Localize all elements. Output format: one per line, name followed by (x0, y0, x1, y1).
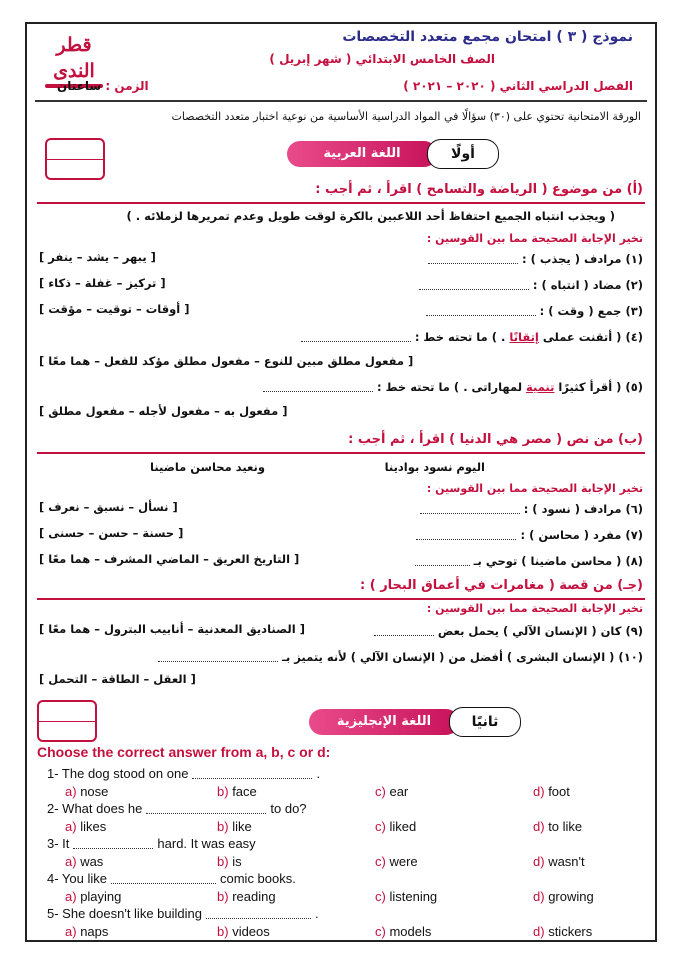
answer-blank (301, 333, 411, 342)
option-d-q3 (533, 854, 585, 869)
option-letter: c) (375, 854, 386, 869)
option-text: stickers (548, 924, 593, 939)
answer-blank (263, 383, 373, 392)
verse-second-half: ونعيد محاسن ماضينا (150, 460, 265, 474)
option-c-q2 (375, 819, 416, 834)
answer-blank (415, 557, 470, 566)
question-4-choices: [ مفعول مطلق مبين للنوع – مفعول مطلق مؤكد للفعل – هما معًا ] (39, 354, 414, 368)
option-a-q5 (65, 924, 108, 939)
underlined-word: إتقانًا (509, 330, 539, 344)
option-b-q4 (217, 889, 276, 904)
question-8: (٨) ( محاسن ماضينا ) توحي بـ (411, 554, 643, 568)
answer-blank (192, 770, 312, 779)
score-box-arabic (45, 138, 105, 180)
exam-intro: الورقة الامتحانية تحتوي على (٣٠) سؤالًا في المواد الدراسية الأساسية من نوعية اختبار متعدد التخصصات (171, 110, 641, 123)
option-letter: a) (65, 784, 77, 799)
option-b-q5 (217, 924, 270, 939)
option-letter: c) (375, 924, 386, 939)
option-text: ear (389, 784, 409, 799)
question-8-choices: [ التاريخ العريق – الماضي المشرف – هما معًا ] (39, 552, 300, 566)
english-subject-pill: اللغة الإنجليزية (309, 709, 459, 735)
option-b-q1 (217, 784, 257, 799)
question-6-choices: [ نسأل – نسبق – نعرف ] (39, 500, 178, 514)
question-10: (١٠) ( الإنسان البشرى ) أفضل من ( الإنسان الآلي ) لأنه يتميز بـ (154, 650, 643, 664)
arabic-subject-pill: اللغة العربية (287, 141, 437, 167)
question-7: (٧) مفرد ( محاسن ) : (412, 528, 643, 542)
section-b-instruction: تخير الإجابة الصحيحة مما بين القوسين : (426, 482, 643, 495)
english-question-1: 1- The dog stood on one . (47, 766, 321, 781)
option-letter: d) (533, 889, 545, 904)
option-d-q1 (533, 784, 570, 799)
arabic-banner (217, 141, 499, 167)
option-letter: d) (533, 819, 545, 834)
option-text: foot (548, 784, 570, 799)
option-text: playing (80, 889, 122, 904)
verse-first-half: اليوم نسود بوادينا (384, 460, 485, 474)
brand-name: قطر الندى (53, 34, 95, 82)
option-letter: d) (533, 784, 545, 799)
option-letter: b) (217, 819, 229, 834)
option-letter: b) (217, 924, 229, 939)
option-letter: b) (217, 889, 229, 904)
option-a-q2 (65, 819, 106, 834)
option-text: face (232, 784, 257, 799)
option-text: to like (548, 819, 583, 834)
answer-blank (428, 255, 518, 264)
option-letter: a) (65, 889, 77, 904)
option-a-q3 (65, 854, 103, 869)
english-question-3: 3- It hard. It was easy (47, 836, 256, 851)
option-a-q4 (65, 889, 121, 904)
brand-logo (39, 32, 109, 82)
question-1-choices: [ يبهر – يشد – ينفر ] (39, 250, 156, 264)
question-5-choices: [ مفعول به – مفعول لأجله – مفعول مطلق ] (39, 404, 288, 418)
section-a-underline (37, 202, 645, 204)
answer-blank (111, 875, 216, 884)
exam-page (25, 22, 657, 942)
time-value: ساعتان (57, 79, 102, 93)
option-text: videos (232, 924, 270, 939)
question-3-choices: [ أوقات – توقيت – مؤقت ] (39, 302, 190, 316)
option-letter: c) (375, 889, 386, 904)
time-label: الزمن : (105, 79, 149, 93)
answer-blank (416, 531, 516, 540)
exam-time (57, 79, 149, 93)
answer-blank (374, 627, 434, 636)
question-10-choices: [ العقل – الطاقة – التحمل ] (39, 672, 196, 686)
option-text: models (389, 924, 432, 939)
section-c-instruction: تخير الإجابة الصحيحة مما بين القوسين : (426, 602, 643, 615)
arabic-section-tag: أولًا (427, 139, 499, 169)
section-c-title: (جـ) من قصة ( مغامرات في أعماق البحار ) : (360, 578, 643, 593)
section-b-title: (ب) من نص ( مصر هي الدنيا ) اقرأ ، ثم أجب : (348, 432, 643, 447)
option-letter: d) (533, 924, 545, 939)
english-question-5: 5- She doesn't like building . (47, 906, 319, 921)
option-a-q1 (65, 784, 108, 799)
option-b-q3 (217, 854, 242, 869)
question-5: (٥) ( أقرأ كثيرًا تنمية لمهاراتى . ) ما تحته خط : (259, 380, 643, 394)
exam-grade: الصف الخامس الابتدائي ( شهر إبريل ) (269, 52, 495, 66)
question-7-choices: [ حسنة – حسن – حسنى ] (39, 526, 184, 540)
underlined-word: تنمية (526, 380, 555, 394)
exam-semester: الفصل الدراسي الثاني ( ٢٠٢٠ – ٢٠٢١ ) (403, 79, 633, 93)
option-c-q4 (375, 889, 437, 904)
option-text: growing (548, 889, 594, 904)
option-d-q4 (533, 889, 594, 904)
section-a-instruction: تخير الإجابة الصحيحة مما بين القوسين : (426, 232, 643, 245)
score-box-english (37, 700, 97, 742)
option-text: likes (80, 819, 107, 834)
question-2-choices: [ تركيز – غفلة – ذكاء ] (39, 276, 166, 290)
question-1: (١) مرادف ( يجذب ) : (424, 252, 643, 266)
option-text: like (232, 819, 252, 834)
question-2: (٢) مضاد ( انتباه ) : (415, 278, 643, 292)
english-banner (239, 709, 521, 735)
answer-blank (146, 805, 266, 814)
english-question-4: 4- You like comic books. (47, 871, 296, 886)
section-a-title: (أ) من موضوع ( الرياضة والتسامح ) اقرأ ، ثم أجب : (315, 182, 643, 197)
option-letter: a) (65, 924, 77, 939)
option-letter: c) (375, 819, 386, 834)
option-d-q2 (533, 819, 582, 834)
question-3: (٣) جمع ( وقت ) : (422, 304, 643, 318)
option-c-q1 (375, 784, 408, 799)
section-a-passage: ( ويجذب انتباه الجميع احتفاظ أحد اللاعبين بالكرة لوقت طويل وعدم تمريرها لزملائه . ) (126, 209, 615, 223)
english-instruction: Choose the correct answer from a, b, c or d: (37, 744, 331, 760)
option-letter: b) (217, 784, 229, 799)
section-b-underline (37, 452, 645, 454)
option-text: reading (232, 889, 276, 904)
option-c-q5 (375, 924, 431, 939)
option-c-q3 (375, 854, 418, 869)
option-letter: a) (65, 854, 77, 869)
option-text: nose (80, 784, 109, 799)
option-letter: d) (533, 854, 545, 869)
option-text: naps (80, 924, 109, 939)
option-text: was (80, 854, 104, 869)
option-b-q2 (217, 819, 252, 834)
header-divider (35, 100, 647, 102)
answer-blank (426, 307, 536, 316)
english-section-tag: ثانيًا (449, 707, 521, 737)
question-9: (٩) كان ( الإنسان الآلي ) يحمل بعض (370, 624, 643, 638)
question-9-choices: [ الصناديق المعدنية – أنابيب البترول – هما معًا ] (39, 622, 305, 636)
option-d-q5 (533, 924, 592, 939)
option-text: is (232, 854, 242, 869)
answer-blank (419, 281, 529, 290)
answer-blank (206, 910, 311, 919)
answer-blank (158, 653, 278, 662)
option-text: were (389, 854, 418, 869)
exam-title: نموذج ( ٣ ) امتحان مجمع متعدد التخصصات (342, 29, 633, 45)
option-letter: b) (217, 854, 229, 869)
section-c-underline (37, 598, 645, 600)
question-6: (٦) مرادف ( نسود ) : (416, 502, 643, 516)
option-letter: c) (375, 784, 386, 799)
answer-blank (73, 840, 153, 849)
option-text: wasn't (548, 854, 585, 869)
option-text: liked (389, 819, 417, 834)
option-letter: a) (65, 819, 77, 834)
option-text: listening (389, 889, 438, 904)
question-4: (٤) ( أتقنت عملى إتقانًا . ) ما تحته خط : (297, 330, 643, 344)
english-question-2: 2- What does he to do? (47, 801, 307, 816)
answer-blank (420, 505, 520, 514)
